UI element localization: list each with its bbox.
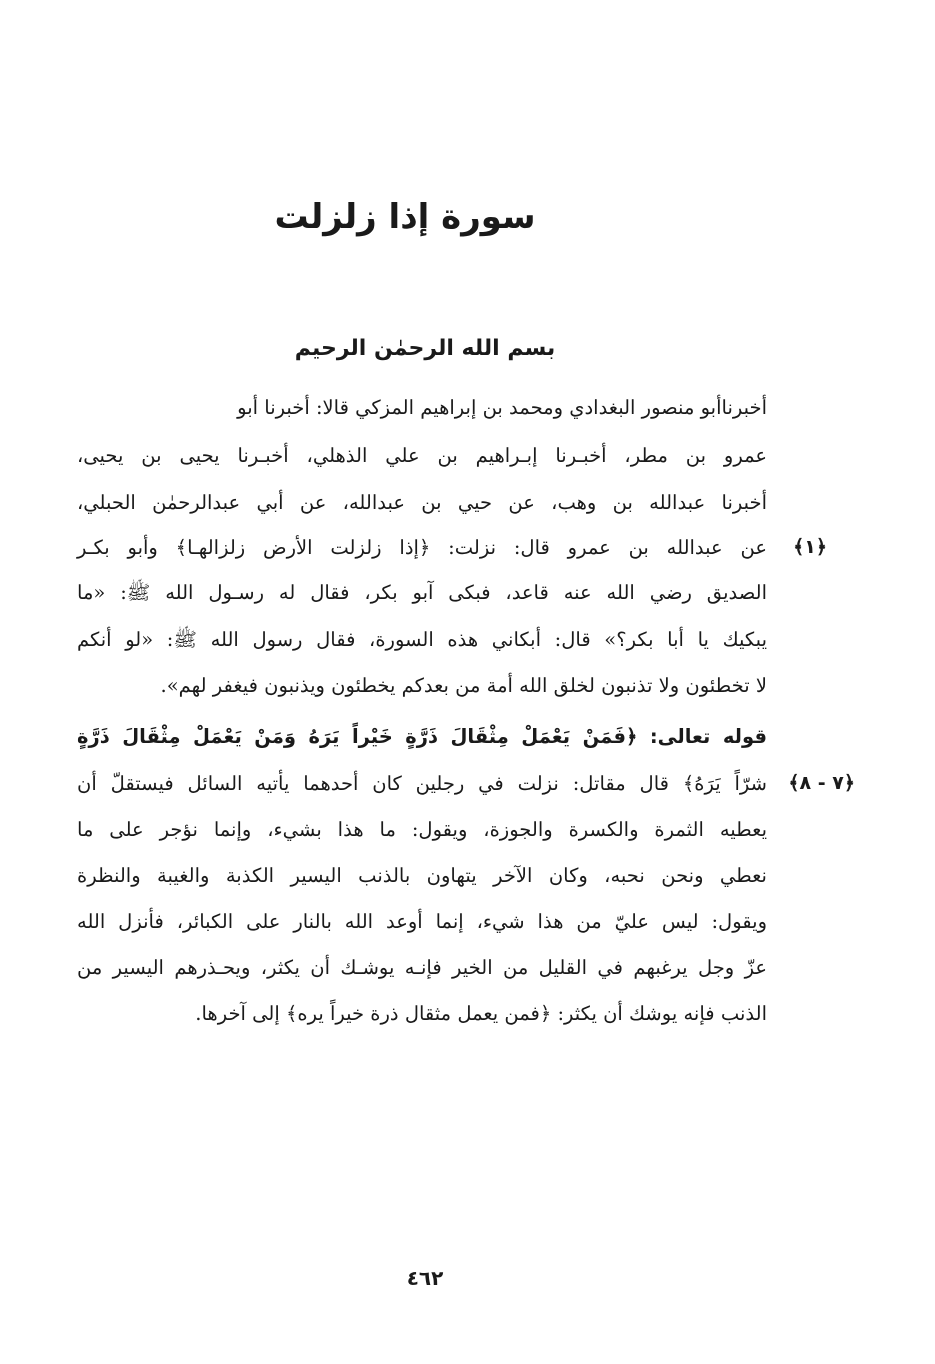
text-line-14: الذنب فإنه يوشك أن يكثر: ﴿فمن يعمل مثقال ذرة خيراً يره﴾ إلى آخرها. bbox=[195, 1002, 767, 1025]
text-line-8: قوله تعالى: ﴿فَمَنْ يَعْمَلْ مِثْقَالَ ذَرَّةٍ خَيْراً يَرَهُ وَمَنْ يَعْمَلْ مِثْقَالَ ذَرَّةٍ bbox=[77, 725, 767, 748]
basmala-heading: بسم الله الرحمٰن الرحيم bbox=[294, 336, 556, 361]
verse-marker-1: ﴿١﴾ bbox=[793, 536, 827, 558]
text-line-11: نعطي ونحن نحبه، وكان الآخر يتهاون بالذنب اليسير الكذبة والغيبة والنظرة bbox=[77, 864, 767, 887]
text-line-4: عن عبدالله بن عمرو قال: نزلت: ﴿إذا زلزلت الأرض زلزالهـا﴾ وأبو بكـر bbox=[77, 536, 767, 559]
text-line-13: عزّ وجل يرغبهم في القليل من الخير فإنـه يوشـك أن يكثر، ويحـذرهم اليسير من bbox=[77, 956, 767, 979]
text-line-7: لا تخطئون ولا تذنبون لخلق الله أمة من بعدكم يخطئون ويذنبون فيغفر لهم». bbox=[160, 674, 767, 697]
page-number: ٤٦٢ bbox=[406, 1266, 444, 1290]
verse-marker-7-8: ﴿٧ - ٨﴾ bbox=[788, 772, 855, 794]
text-line-1: أخبرناأبو منصور البغدادي ومحمد بن إبراهيم المزكي قالا: أخبرنا أبو bbox=[237, 396, 767, 419]
text-line-6: يبكيك يا أبا بكر؟» قال: أبكاني هذه السورة، فقال رسول الله ﷺ: «لو أنكم bbox=[77, 628, 767, 651]
text-line-5: الصديق رضي الله عنه قاعد، فبكى آبو بكر، فقال له رسـول الله ﷺ: «ما bbox=[77, 581, 767, 604]
surah-title: سورة إذا زلزلت bbox=[274, 197, 536, 237]
text-line-9: شرّاً يَرَهُ﴾ قال مقاتل: نزلت في رجلين كان أحدهما يأتيه السائل فيستقلّ أن bbox=[77, 772, 767, 795]
text-line-2: عمرو بن مطر، أخبـرنا إبـراهيم بن علي الذهلي، أخبـرنا يحيى بن يحيى، bbox=[77, 444, 767, 467]
text-line-10: يعطيه الثمرة والكسرة والجوزة، ويقول: ما هذا بشيء، وإنما نؤجر على ما bbox=[77, 818, 767, 841]
text-line-12: ويقول: ليس عليّ من هذا شيء، إنما أوعد الله بالنار على الكبائر، فأنزل الله bbox=[77, 910, 767, 933]
text-line-3: أخبرنا عبدالله بن وهب، عن حيي بن عبدالله، عن أبي عبدالرحمٰن الحبلي، bbox=[77, 491, 767, 514]
